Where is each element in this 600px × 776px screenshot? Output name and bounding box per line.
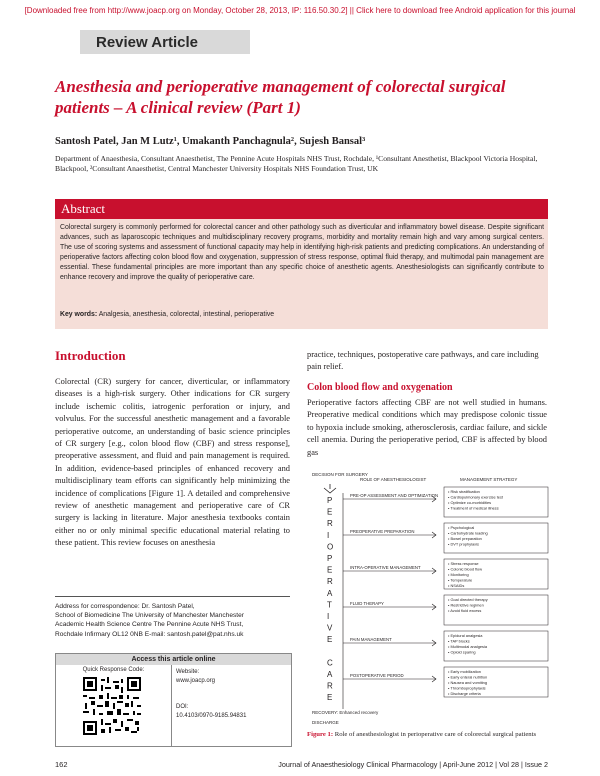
section-label: Review Article <box>96 34 198 51</box>
strategy-item: • Epidural analgesia <box>448 633 483 638</box>
strategy-item: • Restrictive regimen <box>448 602 484 608</box>
strategy-item: • Psychological <box>448 525 475 530</box>
strategy-item: • Cardiopulmonary exercise test <box>448 494 503 500</box>
section-tab <box>80 30 250 54</box>
vertical-letter: R <box>327 577 333 587</box>
strategy-item: • TAP blocks <box>448 638 470 644</box>
stage-label: PRE-OP ASSESSMENT AND OPTIMIZATION <box>350 493 439 498</box>
vertical-letter: P <box>327 554 333 563</box>
strategy-item: • Thromboprophylaxis <box>448 685 486 691</box>
doi-label: DOI: <box>176 704 189 710</box>
stage-label: INTRA-OPERATIVE MANAGEMENT <box>350 565 421 570</box>
correspondence-label: Address for correspondence: Dr. Santosh Patel, <box>55 603 195 610</box>
website-link[interactable]: www.joacp.org <box>176 677 216 684</box>
vertical-letter: O <box>327 542 334 552</box>
stage-list <box>343 493 438 682</box>
strategy-list <box>444 487 548 697</box>
figure-caption-label: Figure 1: <box>307 731 334 738</box>
strategy-item: • Nausea and vomiting <box>448 680 487 685</box>
keywords-list: Analgesia, anesthesia, colorectal, intestinal, perioperative <box>97 311 275 318</box>
journal-footer: Journal of Anaesthesiology Clinical Pharmacology | April-June 2012 | Vol 28 | Issue 2 <box>278 760 548 769</box>
strategy-item: • Discharge criteria <box>448 691 481 696</box>
correspondence-email-line[interactable]: Rochdale Infirmary OL12 0NB E-mail: santosh.patel@pat.nhs.uk <box>55 630 244 638</box>
strategy-item: • Multimodal analgesia <box>448 644 487 649</box>
vertical-letter: C <box>327 658 333 668</box>
vertical-letter: R <box>327 519 333 529</box>
vertical-letter: E <box>327 507 333 517</box>
fig-mid-header: ROLE OF ANESTHESIOLOGIST <box>360 477 427 482</box>
vertical-letter: A <box>327 670 333 679</box>
vertical-letter: R <box>327 681 333 691</box>
strategy-item: • Colonic blood flow <box>448 566 483 572</box>
cbf-heading: Colon blood flow and oxygenation <box>307 382 453 393</box>
correspondence-line: School of Biomedicine The University of Manchester Manchester <box>55 612 244 620</box>
abstract-header <box>55 199 548 219</box>
vertical-letter: E <box>327 635 333 645</box>
stage-label: PREOPERATIVE PREPARATION <box>350 529 415 534</box>
strategy-item: • Carbohydrate loading <box>448 530 488 536</box>
abstract-text: Colorectal surgery is commonly performed for colorectal cancer and other pathology such as diverticular and inflammatory bowel disease. Despite significant advances, such as laparoscopic techniques and multidisciplinary recovery programs, morbidity and mortality remain high and vary among surgical centers. The use of scoring systems and assessment of functional capacity may help in identifying high-risk patients and predicting complications. An understanding of perioperative factors affecting colon blood flow and oxygenation, suppression of stress response, optimal fluid therapy, and multimodal pain management are essential. These fundamental principles are more important than any specific choice of anesthetic agents. Anesthesiologists can significantly contribute to enhance recovery and improve the quality of perioperative care. <box>60 224 544 281</box>
strategy-item: • Monitoring <box>448 572 469 577</box>
figure-1-diagram <box>308 469 554 727</box>
introduction-text: Colorectal (CR) surgery for cancer, diverticular, or inflammatory diseases is a high-risk surgery. Other indications for CR surgery include ischemic colitis, iatrogenic perforation or injury, and volvulus. For the successful anesthetic management and a favorable perioperative outcome, an understanding of basic science principles of CR surgery [e.g., colon blood flow (CBF) and stress response], preoperative assessment, and fluid and pain management is required. In addition, evidence-based principles of enhanced recovery and multidisciplinary team efforts can significantly help minimizing the incidence of complications [Figure 1]. A detailed and comprehensive review of anesthetic management and perioperative care of CR surgery is lacking in literature. Major anesthesia textbooks contain either no or only minimal specific educational material relating to these patient. This review focuses on anesthesia <box>55 377 290 548</box>
vertical-letter: T <box>327 600 332 610</box>
qr-code-icon[interactable] <box>83 677 141 735</box>
strategy-item: • Temperature <box>448 577 473 583</box>
footnote-divider <box>55 596 290 597</box>
correspondence-block <box>55 602 295 639</box>
keywords-label: Key words: <box>60 311 98 318</box>
download-banner[interactable]: [Downloaded free from http://www.joacp.org on Monday, October 28, 2013, IP: 116.50.30.2] || Click here to download free Android application for this journal <box>24 6 576 15</box>
fig-right-header: MANAGEMENT STRATEGY <box>460 477 518 482</box>
strategy-item: • Early mobilization <box>448 669 481 674</box>
stage-label: POSTOPERATIVE PERIOD <box>350 673 404 678</box>
website-label: Website: <box>176 669 200 675</box>
abstract-heading: Abstract <box>61 201 106 216</box>
strategy-item: • Avoid fluid excess <box>448 608 482 613</box>
vertical-letter: I <box>327 612 330 621</box>
strategy-item: • NSAIDs <box>448 583 465 588</box>
strategy-item: • DVT prophylaxis <box>448 541 479 547</box>
vertical-letter: V <box>327 623 333 633</box>
strategy-item: • Risk stratification <box>448 489 480 494</box>
fig-footer-discharge: DISCHARGE <box>312 720 339 725</box>
strategy-item: • Early enteral nutrition <box>448 674 488 680</box>
strategy-item: • Optimize co-morbidities <box>448 500 492 505</box>
abstract-box <box>55 199 548 329</box>
vertical-letter: E <box>327 565 333 575</box>
vertical-letter: A <box>327 588 333 598</box>
introduction-heading: Introduction <box>55 348 126 363</box>
keywords <box>60 311 274 318</box>
article-title: Anesthesia and perioperative management of colorectal surgical patients – A clinical review (Part 1) <box>55 77 506 117</box>
strategy-item: • Goal directed therapy <box>448 597 488 602</box>
stage-label: PAIN MANAGEMENT <box>350 637 392 642</box>
strategy-item: • Treatment of medical illness <box>448 505 499 511</box>
strategy-item: • Bowel preparation <box>448 536 482 541</box>
doi-link[interactable]: 10.4103/0970-9185.94831 <box>176 712 247 719</box>
affiliations: Department of Anaesthesia, Consultant Anaesthetist, The Pennine Acute Hospitals NHS Trust, Rochdale, ¹Consultant Anesthetist, Blackpool Victoria Hospital, Blackpool, ²Consultant Anaesthetist, Central Manchester University Hospitals NHS Foundation Trust, UK <box>55 154 538 173</box>
perioperative-care-letters <box>327 496 333 702</box>
vertical-letter: E <box>327 693 333 703</box>
cbf-text: Perioperative factors affecting CBF are not well studied in humans. Preoperative medical conditions which may predispose colonic tissue to hypoxia include smoking, atherosclerosis, cardiac failure, and sickle cell anemia. During the perioperative period, CBF is affected by blood gas <box>307 398 547 457</box>
page-number: 162 <box>55 760 68 769</box>
fig-left-header-1: DECISION FOR SURGERY <box>312 472 368 477</box>
vertical-letter: P <box>327 496 333 505</box>
fig-footer-recovery: RECOVERY: Enhanced recovery <box>312 710 379 715</box>
vertical-letter: I <box>327 530 330 540</box>
strategy-item: • Opioid sparing <box>448 649 476 655</box>
stage-label: FLUID THERAPY <box>350 601 384 606</box>
figure-caption <box>307 731 552 740</box>
column2-continuation: practice, techniques, postoperative care pathways, and care including pain relief. <box>307 350 539 372</box>
access-details <box>176 668 288 720</box>
access-heading: Access this article online <box>56 654 291 665</box>
strategy-item: • Stress response <box>448 561 479 566</box>
figure-caption-text: Role of anesthesiologist in perioperative care of colorectal surgical patients <box>333 731 537 738</box>
correspondence-line: Academic Health Science Centre The Pennine Acute NHS Trust, <box>55 621 244 629</box>
qr-cell <box>56 665 172 746</box>
author-list: Santosh Patel, Jan M Lutz¹, Umakanth Panchagnula², Sujesh Bansal³ <box>55 136 366 147</box>
access-online-box <box>55 653 292 747</box>
qr-label: Quick Response Code: <box>82 667 145 673</box>
